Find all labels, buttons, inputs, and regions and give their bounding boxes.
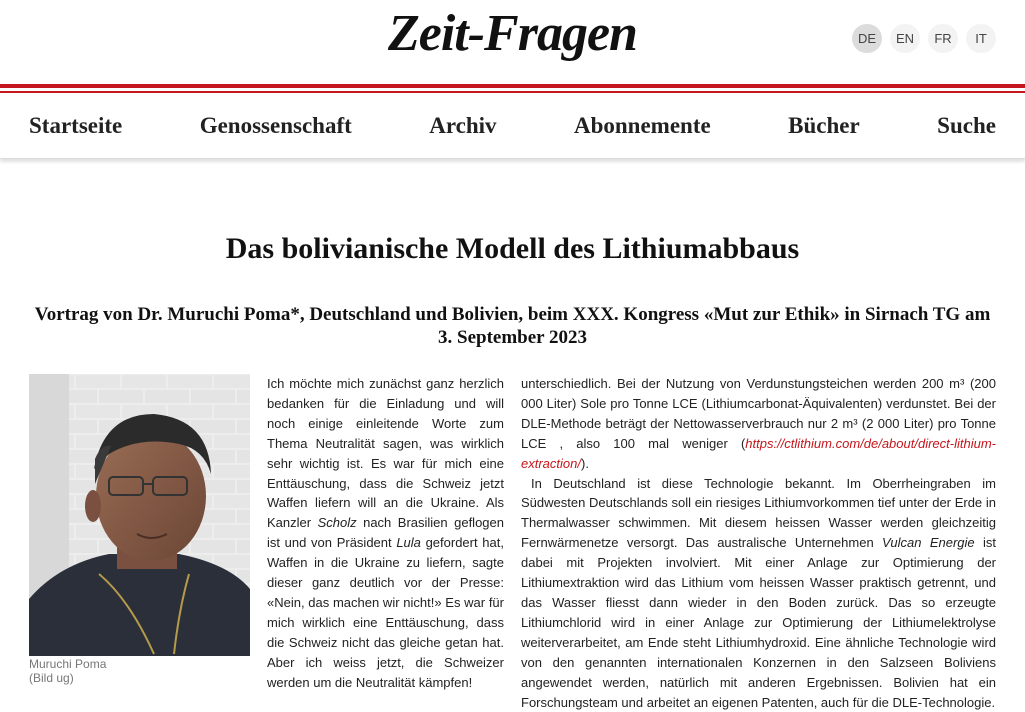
article-column-2	[521, 374, 996, 712]
language-switcher	[852, 24, 996, 53]
name-lula: Lula	[396, 535, 421, 551]
lang-fr[interactable]: FR	[928, 24, 958, 53]
photo-caption	[29, 657, 106, 685]
lang-it[interactable]: IT	[966, 24, 996, 53]
site-logo[interactable]: Zeit-Fragen	[388, 5, 637, 62]
lang-en[interactable]: EN	[890, 24, 920, 53]
nav-startseite[interactable]: Startseite	[29, 112, 123, 138]
paragraph-germany: In Deutschland ist diese Technologie bekannt. Im Oberrheingraben im Südwesten Deutschlands soll ein riesiges Lithiumvorkommen tief unter der Erde in Thermalwasser schwimmen. Mit diesem heissen Wasser werden gleichzeitig Fernwärmenetze versorgt. Das australische Unternehmen Vulcan Energie ist dabei mit Projekten involviert. Mit einer Anlage zur Optimierung der Lithiumextraktion wird das Lithium vom heissen Wasser praktisch getrennt, und das Wasser fliesst dann wieder in den Boden zurück. Das so erzeugte Lithiumchlorid wird in einer Anlage zur Optimierung der Lithiumelektrolyse weiterverarbeitet, am Ende steht Lithiumhydroxid. Eine ähnliche Technologie wird von den genannten internationalen Konzernen in den Salzseen Boliviens angewendet werden, natürlich mit anderen Ergebnissen. Bolivien hat ein Forschungsteam und arbeitet an eigenen Patenten, auch für die DLE-Technologie.	[521, 475, 996, 710]
lang-de[interactable]: DE	[852, 24, 882, 53]
nav-buecher[interactable]: Bücher	[788, 112, 860, 138]
nav-genossenschaft[interactable]: Genossenschaft	[199, 112, 352, 138]
main-nav	[0, 93, 1025, 159]
article-subtitle: Vortrag von Dr. Muruchi Poma*, Deutschland und Bolivien, beim XXX. Kongress «Mut zur Ethik» in Sirnach TG am 3. September 2023	[34, 304, 991, 348]
caption-name: Muruchi Poma	[29, 657, 107, 671]
author-photo	[29, 374, 250, 656]
paragraph-water-usage: unterschiedlich. Bei der Nutzung von Verdunstungsteichen werden 200 m³ (200 000 Liter) Sole pro Tonne LCE (Lithiumcarbonat-Äquivalenten) verdunstet. Bei der DLE-Methode beträgt der Nettowasserverbrauch nur 2 m³ (2 000 Liter) pro Tonne LCE , also 100 mal weniger (https://ctlithium.com/de/about/direct-lithium-extraction/).	[521, 376, 996, 471]
paragraph-intro: Ich möchte mich zunächst ganz herzlich bedanken für die Einladung und will noch einige einleitende Worte zum Thema Neutralität sagen, was wirklich sehr wichtig ist. Es war für mich eine Enttäuschung, dass die Schweiz jetzt Waffen liefern will an die Ukraine. Als Kanzler Scholz nach Brasilien geflogen ist und von Präsident Lula gefordert hat, Waffen in die Ukraine zu liefern, sagte dieser ganz deutlich vor der Presse: «Nein, das machen wir nicht!» Es war für mich wirklich eine Enttäuschung, dass die Schweiz nicht das gleiche getan hat. Aber ich weiss jetzt, die Schweizer werden um die Neutralität kämpfen!	[267, 376, 504, 690]
dle-link[interactable]: https://ctlithium.com/de/about/direct-lithium-extraction/	[521, 435, 996, 471]
caption-credit: (Bild ug)	[29, 671, 74, 685]
nav-suche[interactable]: Suche	[937, 112, 996, 138]
header-rule-thick	[0, 84, 1025, 88]
nav-archiv[interactable]: Archiv	[429, 112, 497, 138]
nav-abonnemente[interactable]: Abonnemente	[573, 112, 711, 138]
name-scholz: Scholz	[317, 515, 357, 531]
article-column-1	[267, 374, 504, 693]
article-title: Das bolivianische Modell des Lithiumabbaus	[225, 232, 800, 265]
site-header	[0, 0, 1025, 84]
name-vulcan: Vulcan Energie	[882, 535, 975, 551]
